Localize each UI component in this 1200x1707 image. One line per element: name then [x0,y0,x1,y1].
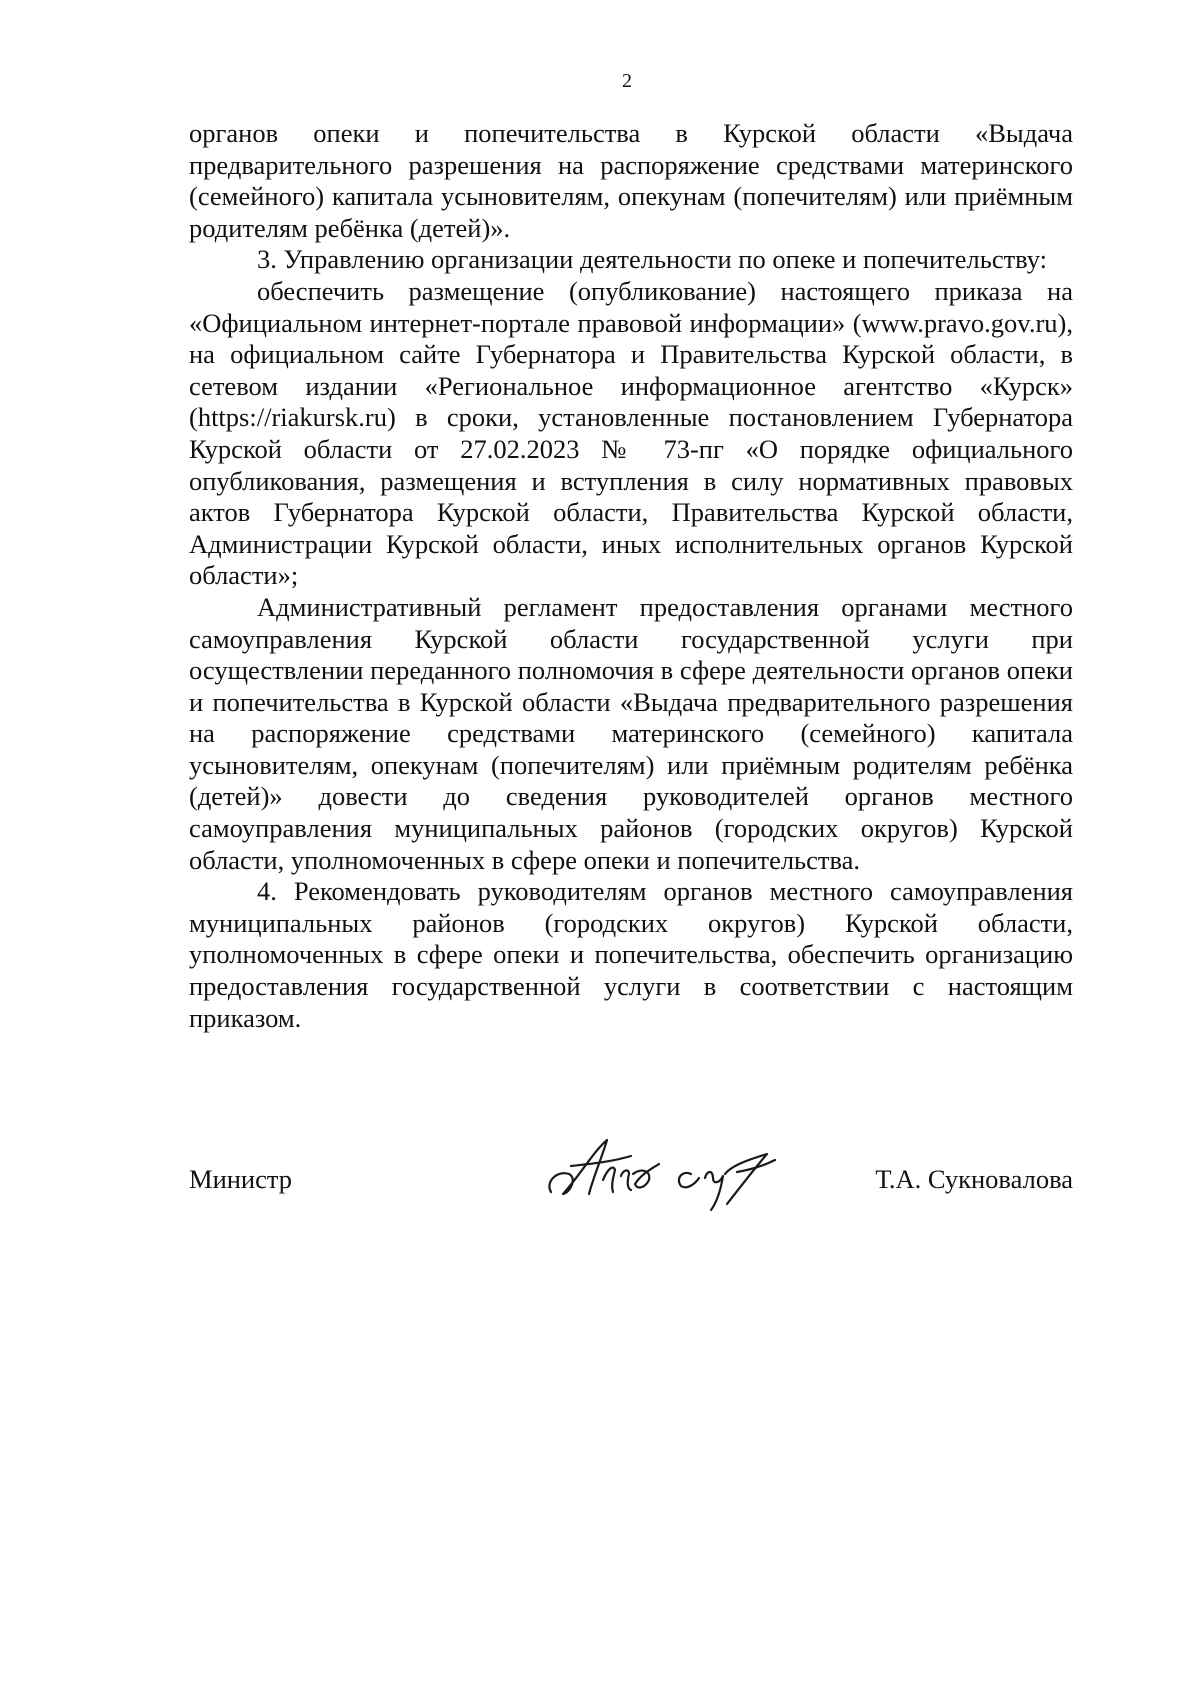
handwritten-signature [541,1134,801,1214]
document-body [189,118,1073,1034]
signatory-position: Министр [189,1164,293,1194]
paragraph-item-4: 4. Рекомендовать руководителям органов местного самоуправления муниципальных районов (городских округов) Курской области, уполномоченных в сфере опеки и попечительства, обеспечить организацию предоставления государственной услуги в соответствии с настоящим приказом. [189,876,1073,1033]
signature-block [189,1140,1073,1230]
paragraph-item-3: 3. Управлению организации деятельности по опеке и попечительству: [257,244,1048,275]
paragraph-continuation: органов опеки и попечительства в Курской области «Выдача предварительного разрешения на распоряжение средствами материнского (семейного) капитала усыновителям, опекунам (попечителям) или приёмным родителям ребёнка (детей)». [189,118,1073,243]
paragraph-regulation: Административный регламент предоставления органами местного самоуправления Курской области государственной услуги при осуществлении переданного полномочия в сфере деятельности органов опеки и попечительства в Курской области «Выдача предварительного разрешения на распоряжение средствами материнского (семейного) капитала усыновителям, опекунам (попечителям) или приёмным родителям ребёнка (детей)» довести до сведения руководителей органов местного самоуправления муниципальных районов (городских округов) Курской области, уполномоченных в сфере опеки и попечительства. [189,591,1073,875]
page-number: 2 [622,70,632,92]
signatory-name: Т.А. Сукновалова [875,1164,1073,1194]
paragraph-publish: обеспечить размещение (опубликование) настоящего приказа на «Официальном интернет-портале правовой информации» (www.pravo.gov.ru), на официальном сайте Губернатора и Правительства Курской области, в сетевом издании «Региональное информационное агентство «Курск» (https://riakursk.ru) в сроки, установленные постановлением Губернатора Курской области от 27.02.2023 № 73-пг «О порядке официального опубликования, размещения и вступления в силу нормативных правовых актов Губернатора Курской области, Правительства Курской области, Администрации Курской области, иных исполнительных органов Курской области»; [189,275,1073,591]
